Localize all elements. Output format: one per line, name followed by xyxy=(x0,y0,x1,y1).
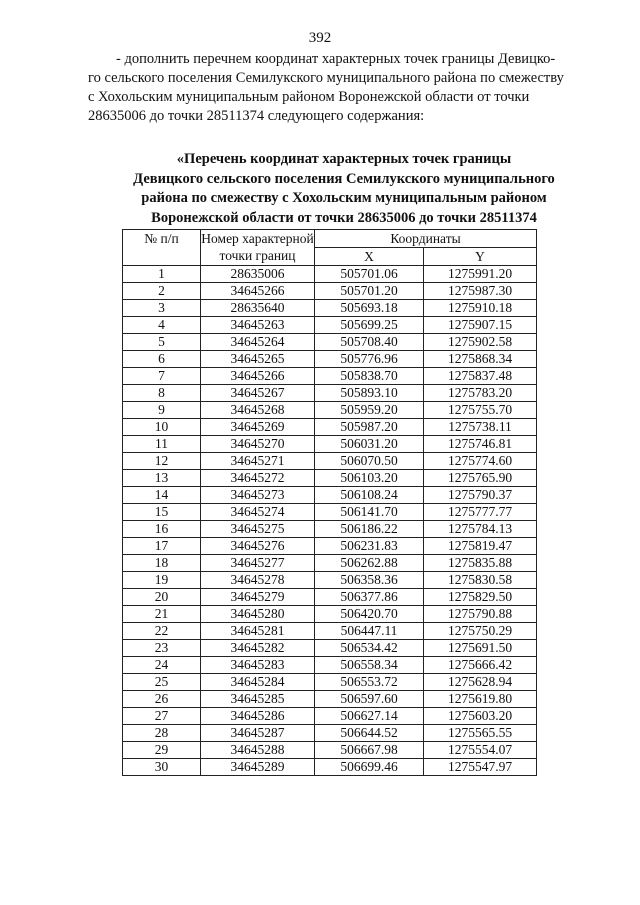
cell-num: 30 xyxy=(123,759,201,776)
cell-y: 1275987.30 xyxy=(424,283,537,300)
cell-point: 34645281 xyxy=(201,623,315,640)
cell-x: 506627.14 xyxy=(315,708,424,725)
cell-x: 506262.88 xyxy=(315,555,424,572)
table-row xyxy=(123,725,537,742)
table-row xyxy=(123,453,537,470)
table-row xyxy=(123,266,537,283)
cell-point: 34645268 xyxy=(201,402,315,419)
table-row xyxy=(123,657,537,674)
intro-line: с Хохольским муниципальным районом Воронежской области от точки xyxy=(88,89,530,105)
table-row xyxy=(123,334,537,351)
cell-num: 29 xyxy=(123,742,201,759)
cell-point: 34645273 xyxy=(201,487,315,504)
table-row xyxy=(123,436,537,453)
cell-point: 34645287 xyxy=(201,725,315,742)
cell-x: 506141.70 xyxy=(315,504,424,521)
cell-x: 506644.52 xyxy=(315,725,424,742)
cell-y: 1275565.55 xyxy=(424,725,537,742)
cell-point: 34645283 xyxy=(201,657,315,674)
cell-y: 1275783.20 xyxy=(424,385,537,402)
cell-x: 505838.70 xyxy=(315,368,424,385)
table-row xyxy=(123,419,537,436)
table-heading xyxy=(96,150,592,228)
cell-num: 27 xyxy=(123,708,201,725)
cell-point: 34645279 xyxy=(201,589,315,606)
cell-y: 1275837.48 xyxy=(424,368,537,385)
cell-y: 1275746.81 xyxy=(424,436,537,453)
cell-num: 1 xyxy=(123,266,201,283)
table-row xyxy=(123,555,537,572)
cell-num: 18 xyxy=(123,555,201,572)
cell-num: 21 xyxy=(123,606,201,623)
cell-y: 1275991.20 xyxy=(424,266,537,283)
cell-num: 11 xyxy=(123,436,201,453)
header-x: X xyxy=(315,248,424,266)
cell-point: 28635006 xyxy=(201,266,315,283)
cell-x: 506420.70 xyxy=(315,606,424,623)
cell-x: 506699.46 xyxy=(315,759,424,776)
table-row xyxy=(123,759,537,776)
cell-x: 505701.06 xyxy=(315,266,424,283)
cell-x: 505708.40 xyxy=(315,334,424,351)
cell-y: 1275619.80 xyxy=(424,691,537,708)
cell-y: 1275750.29 xyxy=(424,623,537,640)
table-row xyxy=(123,487,537,504)
cell-point: 34645285 xyxy=(201,691,315,708)
cell-point: 34645267 xyxy=(201,385,315,402)
cell-point: 34645265 xyxy=(201,351,315,368)
cell-point: 34645271 xyxy=(201,453,315,470)
table-row xyxy=(123,385,537,402)
cell-x: 505987.20 xyxy=(315,419,424,436)
table-row xyxy=(123,283,537,300)
cell-x: 506108.24 xyxy=(315,487,424,504)
cell-point: 34645266 xyxy=(201,283,315,300)
table-row xyxy=(123,708,537,725)
heading-line: Воронежской области от точки 28635006 до точки 28511374 xyxy=(151,209,537,226)
cell-point: 34645263 xyxy=(201,317,315,334)
cell-num: 6 xyxy=(123,351,201,368)
table-body xyxy=(123,266,537,776)
table-row xyxy=(123,300,537,317)
table-row xyxy=(123,538,537,555)
cell-x: 505701.20 xyxy=(315,283,424,300)
page-number: 392 xyxy=(308,30,332,46)
cell-point: 34645286 xyxy=(201,708,315,725)
header-coords: Координаты xyxy=(315,230,537,248)
cell-x: 506186.22 xyxy=(315,521,424,538)
cell-x: 505893.10 xyxy=(315,385,424,402)
cell-num: 12 xyxy=(123,453,201,470)
table-row xyxy=(123,691,537,708)
cell-point: 34645277 xyxy=(201,555,315,572)
cell-y: 1275755.70 xyxy=(424,402,537,419)
cell-y: 1275830.58 xyxy=(424,572,537,589)
cell-x: 506377.86 xyxy=(315,589,424,606)
table-row xyxy=(123,640,537,657)
cell-num: 8 xyxy=(123,385,201,402)
cell-x: 505693.18 xyxy=(315,300,424,317)
cell-num: 19 xyxy=(123,572,201,589)
table-row xyxy=(123,504,537,521)
cell-y: 1275790.88 xyxy=(424,606,537,623)
cell-num: 16 xyxy=(123,521,201,538)
cell-num: 14 xyxy=(123,487,201,504)
cell-y: 1275910.18 xyxy=(424,300,537,317)
cell-x: 506667.98 xyxy=(315,742,424,759)
cell-num: 13 xyxy=(123,470,201,487)
cell-x: 506231.83 xyxy=(315,538,424,555)
intro-line: го сельского поселения Семилукского муниципального района по смежеству xyxy=(88,70,564,86)
table-row xyxy=(123,402,537,419)
cell-y: 1275829.50 xyxy=(424,589,537,606)
table-row xyxy=(123,521,537,538)
cell-point: 34645275 xyxy=(201,521,315,538)
cell-y: 1275784.13 xyxy=(424,521,537,538)
cell-y: 1275819.47 xyxy=(424,538,537,555)
table-row xyxy=(123,351,537,368)
cell-num: 17 xyxy=(123,538,201,555)
table-row xyxy=(123,589,537,606)
cell-y: 1275554.07 xyxy=(424,742,537,759)
cell-num: 25 xyxy=(123,674,201,691)
cell-x: 505776.96 xyxy=(315,351,424,368)
cell-point: 34645278 xyxy=(201,572,315,589)
cell-point: 34645280 xyxy=(201,606,315,623)
cell-y: 1275774.60 xyxy=(424,453,537,470)
cell-num: 26 xyxy=(123,691,201,708)
cell-num: 20 xyxy=(123,589,201,606)
cell-point: 34645276 xyxy=(201,538,315,555)
cell-num: 28 xyxy=(123,725,201,742)
cell-num: 15 xyxy=(123,504,201,521)
cell-x: 506597.60 xyxy=(315,691,424,708)
header-y: Y xyxy=(424,248,537,266)
intro-paragraph xyxy=(88,50,592,126)
cell-y: 1275603.20 xyxy=(424,708,537,725)
cell-point: 34645274 xyxy=(201,504,315,521)
cell-point: 34645289 xyxy=(201,759,315,776)
table-row xyxy=(123,317,537,334)
cell-x: 506447.11 xyxy=(315,623,424,640)
cell-x: 505699.25 xyxy=(315,317,424,334)
cell-num: 5 xyxy=(123,334,201,351)
intro-line: - дополнить перечнем координат характерных точек границы Девицко- xyxy=(116,51,556,67)
cell-num: 3 xyxy=(123,300,201,317)
cell-num: 2 xyxy=(123,283,201,300)
table-row xyxy=(123,606,537,623)
cell-point: 34645272 xyxy=(201,470,315,487)
table-row xyxy=(123,470,537,487)
cell-num: 7 xyxy=(123,368,201,385)
header-num: № п/п xyxy=(123,230,201,266)
cell-point: 34645284 xyxy=(201,674,315,691)
cell-y: 1275902.58 xyxy=(424,334,537,351)
cell-x: 506534.42 xyxy=(315,640,424,657)
cell-x: 505959.20 xyxy=(315,402,424,419)
cell-y: 1275547.97 xyxy=(424,759,537,776)
cell-y: 1275628.94 xyxy=(424,674,537,691)
cell-y: 1275907.15 xyxy=(424,317,537,334)
table-row xyxy=(123,572,537,589)
table-row xyxy=(123,742,537,759)
cell-point: 34645269 xyxy=(201,419,315,436)
cell-y: 1275835.88 xyxy=(424,555,537,572)
cell-y: 1275666.42 xyxy=(424,657,537,674)
cell-x: 506031.20 xyxy=(315,436,424,453)
heading-line: «Перечень координат характерных точек границы xyxy=(176,151,512,167)
cell-point: 28635640 xyxy=(201,300,315,317)
heading-line: Девицкого сельского поселения Семилукского муниципального xyxy=(133,170,555,187)
cell-num: 4 xyxy=(123,317,201,334)
cell-num: 22 xyxy=(123,623,201,640)
cell-point: 34645264 xyxy=(201,334,315,351)
cell-x: 506358.36 xyxy=(315,572,424,589)
coordinates-table xyxy=(122,229,537,776)
table-row xyxy=(123,368,537,385)
cell-x: 506103.20 xyxy=(315,470,424,487)
header-point: Номер характерной точки границ xyxy=(201,230,315,266)
cell-x: 506558.34 xyxy=(315,657,424,674)
cell-y: 1275790.37 xyxy=(424,487,537,504)
cell-x: 506070.50 xyxy=(315,453,424,470)
cell-point: 34645270 xyxy=(201,436,315,453)
cell-y: 1275738.11 xyxy=(424,419,537,436)
cell-y: 1275777.77 xyxy=(424,504,537,521)
cell-num: 10 xyxy=(123,419,201,436)
cell-num: 24 xyxy=(123,657,201,674)
intro-line: 28635006 до точки 28511374 следующего содержания: xyxy=(88,108,425,124)
table-row xyxy=(123,674,537,691)
cell-point: 34645266 xyxy=(201,368,315,385)
cell-y: 1275765.90 xyxy=(424,470,537,487)
table-row xyxy=(123,623,537,640)
heading-line: района по смежеству с Хохольским муниципальным районом xyxy=(141,190,547,206)
cell-point: 34645282 xyxy=(201,640,315,657)
cell-num: 23 xyxy=(123,640,201,657)
cell-x: 506553.72 xyxy=(315,674,424,691)
cell-y: 1275868.34 xyxy=(424,351,537,368)
cell-point: 34645288 xyxy=(201,742,315,759)
cell-y: 1275691.50 xyxy=(424,640,537,657)
cell-num: 9 xyxy=(123,402,201,419)
